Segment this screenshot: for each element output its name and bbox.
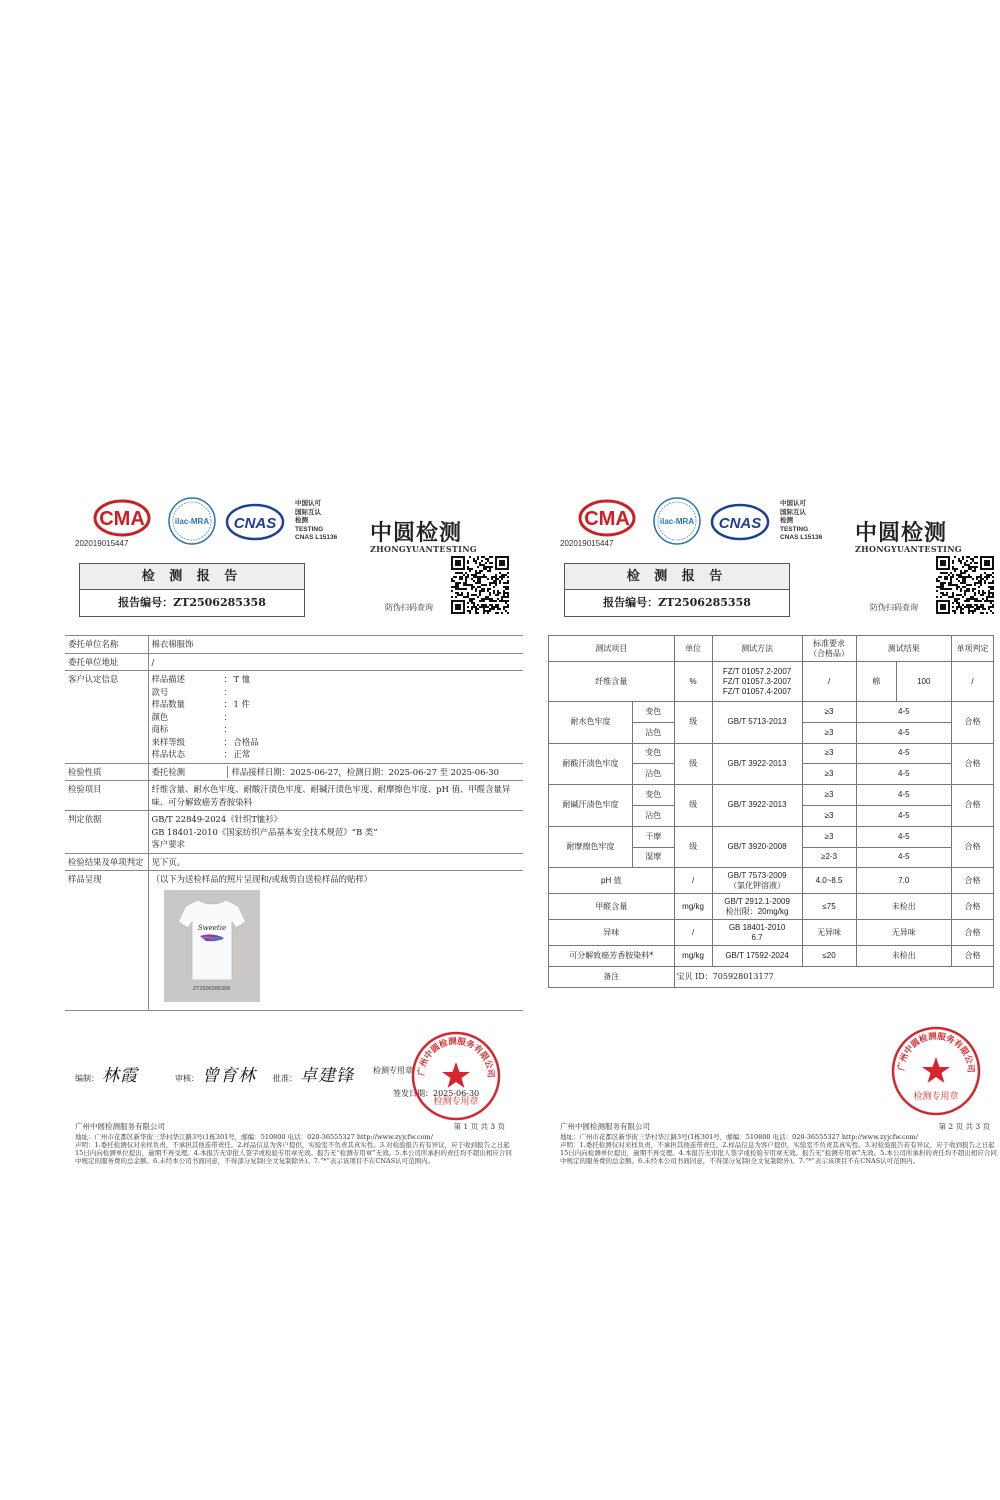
info-row <box>65 781 523 811</box>
customer-info-item <box>152 686 521 699</box>
info-row <box>65 653 523 671</box>
test-verdict: 合格 <box>952 785 994 827</box>
result-row-fiber <box>549 662 994 702</box>
test-unit: mg/kg <box>674 946 712 967</box>
reviewer-label: 审核： <box>175 1074 199 1083</box>
test-verdict: 合格 <box>952 743 994 785</box>
page-footer <box>560 1123 1000 1165</box>
standard-line: GB 18401-2010《国家纺织产品基本安全技术规范》“B 类” <box>151 826 378 837</box>
cnas-logo <box>225 502 285 542</box>
test-method: GB/T 5713-2013 <box>712 702 802 744</box>
report-title: 检 测 报 告 <box>565 564 789 590</box>
test-method: GB/T 17592-2024 <box>712 946 802 967</box>
page-number: 第 2 页 共 3 页 <box>938 1122 990 1131</box>
report-page-2 <box>540 490 1000 1170</box>
info-value: 纤维含量、耐水色牢度、耐酸汗渍色牢度、耐碱汗渍色牢度、耐摩擦色牢度、pH 值、甲醛含量异味、可分解致癌芳香胺染料 <box>148 781 523 811</box>
approver-label: 批准： <box>273 1074 297 1083</box>
info-value: 棉衣棉服饰 <box>148 636 523 654</box>
col-header-verdict: 单项判定 <box>952 636 994 662</box>
certification-logos <box>560 498 860 548</box>
test-result: 4-5 <box>856 847 951 868</box>
test-requirement: ≥2-3 <box>802 847 856 868</box>
test-unit: 级 <box>674 785 712 827</box>
footer-disclaimer: 声明：1.委托检测仅对来样负责，不承担其他连带责任。2.样品信息为客户提供，实验室不负责其真实性。3.对检验报告若有异议，应于收到报告之日起15日内向检测单位提出，逾期不再受理。4.本报告无审批人签字或检验专用章无效。报告无“检测专用章”无效。5.本公司所承担的责任均不超出相应合同中规定的服务费的总金额。6.未经本公司书面同意，不得部分复制(全文复制除外)。7.“*”表示该项目不在CNAS认可范围内。 <box>75 1141 512 1165</box>
customer-info-value: 1 件 <box>233 699 250 709</box>
col-header-requirement: 标准要求 （合格品） <box>802 636 856 662</box>
sub-item: 变色 <box>633 785 675 806</box>
test-requirement: / <box>802 662 856 702</box>
test-result: 4-5 <box>856 764 951 785</box>
test-item-name: 甲醛含量 <box>549 894 675 920</box>
customer-info-item <box>152 723 521 736</box>
test-item-name: 耐碱汗渍色牢度 <box>549 785 633 827</box>
remark-value: 宝贝 ID：705928013177 <box>674 967 993 988</box>
cma-logo <box>578 498 636 538</box>
footer-address: 地址：广州市花都区新华街三华村华江路3号(1栋301号，邮编：510800 电话：020-36555327 http://www.zyjcfw.com/ <box>75 1133 433 1141</box>
col-header-item: 测试项目 <box>549 636 675 662</box>
inspection-seal <box>890 1025 982 1117</box>
result-row <box>549 785 994 806</box>
fiber-percent: 100 <box>896 662 951 702</box>
info-value <box>148 811 523 854</box>
report-title: 检 测 报 告 <box>80 564 304 590</box>
cma-logo <box>93 498 151 538</box>
col-header-unit: 单位 <box>674 636 712 662</box>
test-method: GB/T 3920-2008 <box>712 826 802 868</box>
customer-info-key: 来样等级 <box>151 736 185 747</box>
footer-company: 广州中圆检测服务有限公司 <box>560 1122 650 1131</box>
issue-date: 签发日期：2025-06-30 <box>393 1089 480 1098</box>
col-header-result: 测试结果 <box>856 636 951 662</box>
standard-line: 客户要求 <box>151 839 185 849</box>
ilac-logo-text: ilac-MRA <box>659 517 695 526</box>
customer-info-list <box>148 671 523 764</box>
result-row <box>549 920 994 946</box>
test-dates: 样品接样日期：2025-06-27，检测日期：2025-06-27 至 2025-06-30 <box>231 766 499 777</box>
customer-info-key: 样品状态 <box>151 749 185 759</box>
report-number: 报告编号：ZT2506285358 <box>118 596 266 609</box>
scan-query-text: 防伪扫码查询 <box>870 603 918 612</box>
col-header-method: 测试方法 <box>712 636 802 662</box>
cnas-logo-text: CNAS <box>718 515 762 532</box>
info-label: 客户认定信息 <box>65 671 148 764</box>
test-verdict: 合格 <box>952 868 994 894</box>
info-row <box>65 811 523 854</box>
scan-query-text: 防伪扫码查询 <box>385 603 433 612</box>
colon: ： <box>223 686 232 697</box>
colon: ： <box>223 711 232 722</box>
test-requirement: ≥3 <box>802 743 856 764</box>
info-value <box>148 763 523 781</box>
test-result: 4-5 <box>856 805 951 826</box>
test-verdict: 合格 <box>952 920 994 946</box>
test-requirement: 4.0~8.5 <box>802 868 856 894</box>
cnas-logo <box>710 502 770 542</box>
report-title-box <box>79 563 305 617</box>
standard-line: GB/T 22849-2024《针织T恤衫》 <box>151 814 283 824</box>
page-number: 第 1 页 共 3 页 <box>453 1122 505 1131</box>
info-row <box>65 636 523 654</box>
shirt-print-text: Sweetie <box>197 923 226 932</box>
cma-logo-text: CMA <box>584 508 630 530</box>
info-row <box>65 763 523 781</box>
info-value: 见下页。 <box>148 853 523 871</box>
info-label: 委托单位名称 <box>65 636 148 654</box>
colon: ： <box>223 736 232 747</box>
customer-info-item <box>152 711 521 724</box>
seal-text-bottom: 检测专用章 <box>433 1097 479 1107</box>
customer-info-key: 颜色 <box>151 711 169 722</box>
test-method: GB 18401-2010 6.7 <box>712 920 802 946</box>
customer-info-item <box>152 736 521 749</box>
qr-code[interactable] <box>936 556 994 614</box>
test-unit: mg/kg <box>674 894 712 920</box>
stamp-label: 检测专用章 <box>373 1066 413 1075</box>
sample-photo <box>164 890 260 1002</box>
test-item-name: 耐酸汗渍色牢度 <box>549 743 633 785</box>
test-verdict: 合格 <box>952 702 994 744</box>
footer-address: 地址：广州市花都区新华街三华村华江路3号(1栋301号，邮编：510800 电话：020-36555327 http://www.zyjcfw.com/ <box>560 1133 918 1141</box>
test-unit: / <box>674 920 712 946</box>
cma-number: 202019015447 <box>75 539 129 548</box>
brand-name: 中圆检测 <box>855 520 948 545</box>
result-row <box>549 826 994 847</box>
compiler-signature <box>75 1061 138 1086</box>
test-unit: 级 <box>674 826 712 868</box>
customer-info-key: 样品数量 <box>151 699 185 709</box>
accreditation-text: 中国认可 国际互认 检测 TESTING CNAS L15136 <box>780 500 823 541</box>
sub-item: 沾色 <box>633 722 675 743</box>
colon: ： <box>223 674 232 684</box>
test-verdict: 合格 <box>952 894 994 920</box>
colon: ： <box>223 749 232 759</box>
info-label: 委托单位地址 <box>65 653 148 671</box>
cnas-logo-text: CNAS <box>233 515 277 532</box>
info-row <box>65 671 523 764</box>
method-line: FZ/T 01057.3-2007 <box>722 676 792 686</box>
results-header-row <box>549 636 994 662</box>
sub-item: 变色 <box>633 743 675 764</box>
test-result: 4-5 <box>856 743 951 764</box>
sub-item: 沾色 <box>633 764 675 785</box>
test-result: 未检出 <box>856 894 951 920</box>
info-row <box>65 871 523 1011</box>
test-item-name: pH 值 <box>549 868 675 894</box>
test-item-name: 耐水色牢度 <box>549 702 633 744</box>
remark-row <box>549 967 994 988</box>
sub-item: 湿摩 <box>633 847 675 868</box>
brand-name: 中圆检测 <box>370 520 463 545</box>
report-title-box <box>564 563 790 617</box>
test-item-name: 可分解致癌芳香胺染料* <box>549 946 675 967</box>
customer-info-key: 款号 <box>151 686 169 697</box>
method-line: FZ/T 01057.2-2007 <box>722 666 792 676</box>
qr-code[interactable] <box>451 556 509 614</box>
test-results-table <box>548 635 994 988</box>
test-item-name: 耐摩擦色牢度 <box>549 826 633 868</box>
remark-label: 备注 <box>549 967 675 988</box>
footer-company: 广州中圆检测服务有限公司 <box>75 1122 165 1131</box>
colon: ： <box>223 699 232 709</box>
test-unit: / <box>674 868 712 894</box>
ilac-mra-logo <box>167 496 217 546</box>
sub-item: 沾色 <box>633 805 675 826</box>
info-label: 检验性质 <box>65 763 148 781</box>
test-result: 4-5 <box>856 722 951 743</box>
test-method: GB/T 7573-2009 （氯化钾溶液） <box>712 868 802 894</box>
client-info-table <box>65 635 523 1011</box>
test-requirement: ≥3 <box>802 722 856 743</box>
test-unit: 级 <box>674 702 712 744</box>
seal-text-top: 广州中圆检测服务有限公司 <box>896 1031 976 1074</box>
seal-text-bottom: 检测专用章 <box>913 1092 959 1102</box>
seal-text-top: 广州中圆检测服务有限公司 <box>416 1036 496 1079</box>
customer-info-key: 商标 <box>151 724 169 734</box>
sub-item: 干摩 <box>633 826 675 847</box>
info-row <box>65 853 523 871</box>
test-result: 无异味 <box>856 920 951 946</box>
result-row <box>549 743 994 764</box>
sample-code: ZT2506285358 <box>192 986 231 992</box>
reviewer-signature <box>175 1061 256 1086</box>
test-unit: 级 <box>674 743 712 785</box>
test-requirement: 无异味 <box>802 920 856 946</box>
test-requirement: ≥3 <box>802 826 856 847</box>
tshirt-image <box>178 896 246 982</box>
test-method <box>712 662 802 702</box>
method-line: FZ/T 01057.4-2007 <box>722 686 792 696</box>
customer-info-item <box>152 748 521 761</box>
customer-info-item <box>152 698 521 711</box>
info-value: / <box>148 653 523 671</box>
compiler-label: 编制： <box>75 1074 99 1083</box>
test-method: GB/T 3922-2013 <box>712 785 802 827</box>
test-method: GB/T 3922-2013 <box>712 743 802 785</box>
cma-number: 202019015447 <box>560 539 614 548</box>
page-footer <box>75 1123 515 1165</box>
customer-info-item <box>152 673 521 686</box>
customer-info-key: 样品描述 <box>151 674 185 684</box>
inspection-seal <box>410 1030 502 1122</box>
test-verdict: / <box>952 662 994 702</box>
accreditation-text: 中国认可 国际互认 检测 TESTING CNAS L15136 <box>295 500 338 541</box>
test-result: 未检出 <box>856 946 951 967</box>
test-item-name: 纤维含量 <box>549 662 675 702</box>
test-requirement: ≤20 <box>802 946 856 967</box>
sample-presentation <box>148 871 523 1011</box>
cma-logo-text: CMA <box>99 508 145 530</box>
test-requirement: ≥3 <box>802 805 856 826</box>
certification-logos <box>75 498 375 548</box>
customer-info-value: 合格品 <box>233 736 259 747</box>
test-requirement: ≥3 <box>802 785 856 806</box>
test-unit: % <box>674 662 712 702</box>
sub-item: 变色 <box>633 702 675 723</box>
compiler-name: 林霞 <box>102 1066 138 1086</box>
test-requirement: ≤75 <box>802 894 856 920</box>
test-result: 4-5 <box>856 826 951 847</box>
sample-note: （以下为送检样品的照片呈现和/或裁剪自送检样品的贴样） <box>151 874 373 884</box>
approver-name: 卓建锋 <box>300 1066 354 1086</box>
test-verdict: 合格 <box>952 946 994 967</box>
result-row <box>549 702 994 723</box>
footer-disclaimer: 声明：1.委托检测仅对来样负责，不承担其他连带责任。2.样品信息为客户提供，实验室不负责其真实性。3.对检验报告若有异议，应于收到报告之日起15日内向检测单位提出，逾期不再受理。4.本报告无审批人签字或检验专用章无效。报告无“检测专用章”无效。5.本公司所承担的责任均不超出相应合同中规定的服务费的总金额。6.未经本公司书面同意，不得部分复制(全文复制除外)。7.“*”表示该项目不在CNAS认可范围内。 <box>560 1141 997 1165</box>
info-label: 样品呈现 <box>65 871 148 1011</box>
result-row <box>549 894 994 920</box>
ilac-logo-text: ilac-MRA <box>174 517 210 526</box>
brand-name-en: ZHONGYUANTESTING <box>370 544 477 554</box>
colon: ： <box>223 724 232 734</box>
test-result: 7.0 <box>856 868 951 894</box>
info-label: 判定依据 <box>65 811 148 854</box>
approver-signature <box>273 1061 354 1086</box>
result-row <box>549 868 994 894</box>
test-result: 4-5 <box>856 785 951 806</box>
test-type: 委托检测 <box>152 766 228 779</box>
test-method: GB/T 2912.1-2009 检出限：20mg/kg <box>712 894 802 920</box>
info-label: 检验结果及单项判定 <box>65 853 148 871</box>
brand-name-en: ZHONGYUANTESTING <box>855 544 962 554</box>
reviewer-name: 曾育林 <box>202 1066 256 1086</box>
test-requirement: ≥3 <box>802 702 856 723</box>
customer-info-value: T 恤 <box>233 674 251 684</box>
info-label: 检验项目 <box>65 781 148 811</box>
test-item-name: 异味 <box>549 920 675 946</box>
test-verdict: 合格 <box>952 826 994 868</box>
report-page-1 <box>55 490 525 1170</box>
test-result: 4-5 <box>856 702 951 723</box>
report-number: 报告编号：ZT2506285358 <box>603 596 751 609</box>
fiber-material: 棉 <box>856 662 896 702</box>
test-requirement: ≥3 <box>802 764 856 785</box>
result-row <box>549 946 994 967</box>
customer-info-value: 正常 <box>233 749 251 759</box>
ilac-mra-logo <box>652 496 702 546</box>
